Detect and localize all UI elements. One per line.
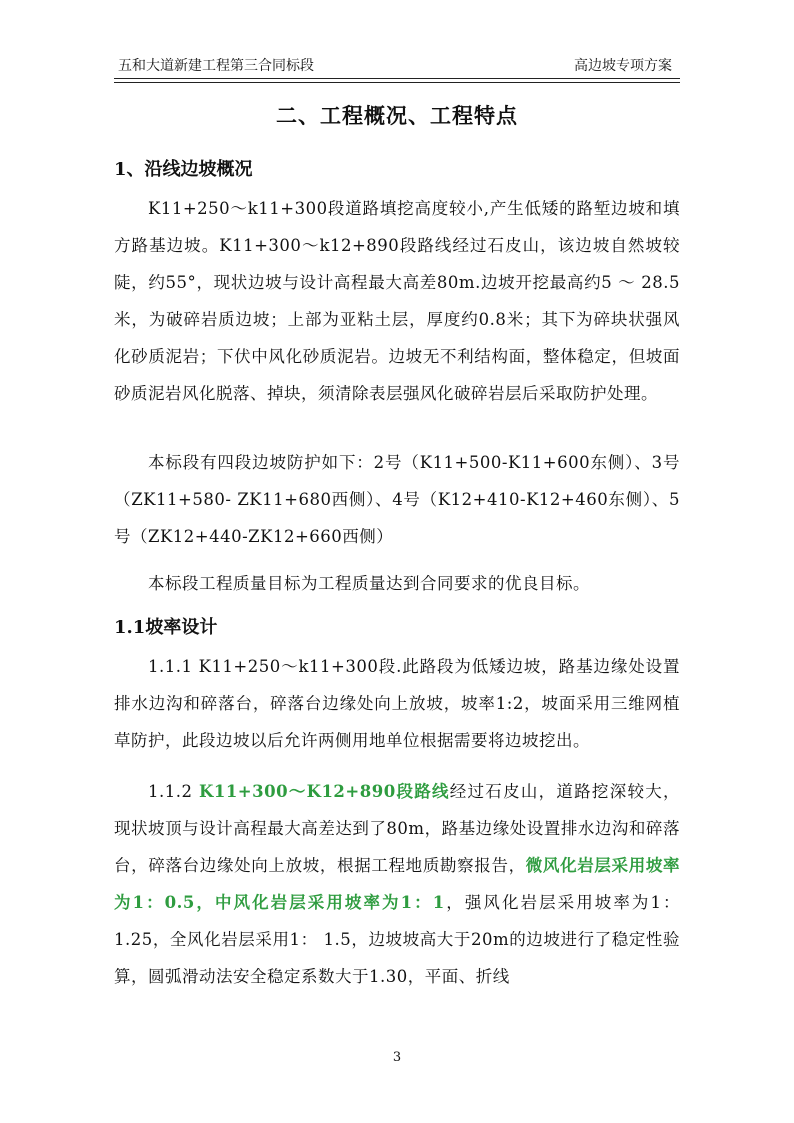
header-rule-thick (114, 78, 680, 79)
section-heading-1-1: 1.1坡率设计 (114, 617, 218, 638)
highlighted-route-text: K11+300～K12+890段路线 (199, 782, 450, 801)
clause-number: 1.1.2 (148, 782, 199, 801)
paragraph-text-part-2: ，强风化岩层采用坡率为1： 1.25，全风化岩层采用1： 1.5，边坡坡高大于20m的边坡进行了稳定性验算，圆弧滑动法安全稳定系数大于1.30，平面、折线 (114, 893, 681, 986)
section-1-paragraph-1: K11+250～k11+300段道路填挖高度较小,产生低矮的路堑边坡和填方路基边坡。K11+300～k12+890段路线经过石皮山，该边坡自然坡较陡，约55°，现状边坡与设计高程最大高差80m.边坡开挖最高约5 ～ 28.5米，为破碎岩质边坡；上部为亚粘土层，厚度约0.8米；其下为碎块状强风化砂质泥岩；下伏中风化砂质泥岩。边坡无不利结构面，整体稳定，但坡面砂质泥岩风化脱落、掉块，须清除表层强风化破碎岩层后采取防护处理。 (114, 199, 680, 403)
header-document-type: 高边坡专项方案 (574, 58, 672, 74)
chapter-title: 二、工程概况、工程特点 (276, 103, 518, 128)
section-heading-1: 1、沿线边坡概况 (114, 159, 253, 180)
section-1-1-paragraph-2 (114, 773, 680, 995)
page-number: 3 (392, 1050, 402, 1065)
paragraph-text-part-1: 经过石皮山，道路挖深较大，现状坡顶与设计高程最大高差达到了80m，路基边缘处设置排水边沟和碎落台，碎落台边缘处向上放坡，根据工程地质勘察报告， (114, 782, 681, 875)
header-rule-thin (114, 82, 680, 83)
header-project-name: 五和大道新建工程第三合同标段 (118, 58, 314, 74)
section-1-paragraph-2: 本标段有四段边坡防护如下：2号（K11+500-K11+600东侧）、3号（ZK11+580- ZK11+680西侧）、4号（K12+410-K12+460东侧）、5号（ZK12+440-ZK12+660西侧） (114, 453, 680, 546)
highlighted-slope-rate-text: 微风化岩层采用坡率为1：0.5，中风化岩层采用坡率为1：1 (114, 856, 680, 912)
section-1-1-paragraph-1: 1.1.1 K11+250～k11+300段.此路段为低矮边坡，路基边缘处设置排水边沟和碎落台，碎落台边缘处向上放坡，坡率1:2，坡面采用三维网植草防护，此段边坡以后允许两侧用地单位根据需要将边坡挖出。 (114, 657, 680, 750)
section-1-paragraph-3: 本标段工程质量目标为工程质量达到合同要求的优良目标。 (148, 574, 590, 593)
page-header (114, 57, 680, 79)
